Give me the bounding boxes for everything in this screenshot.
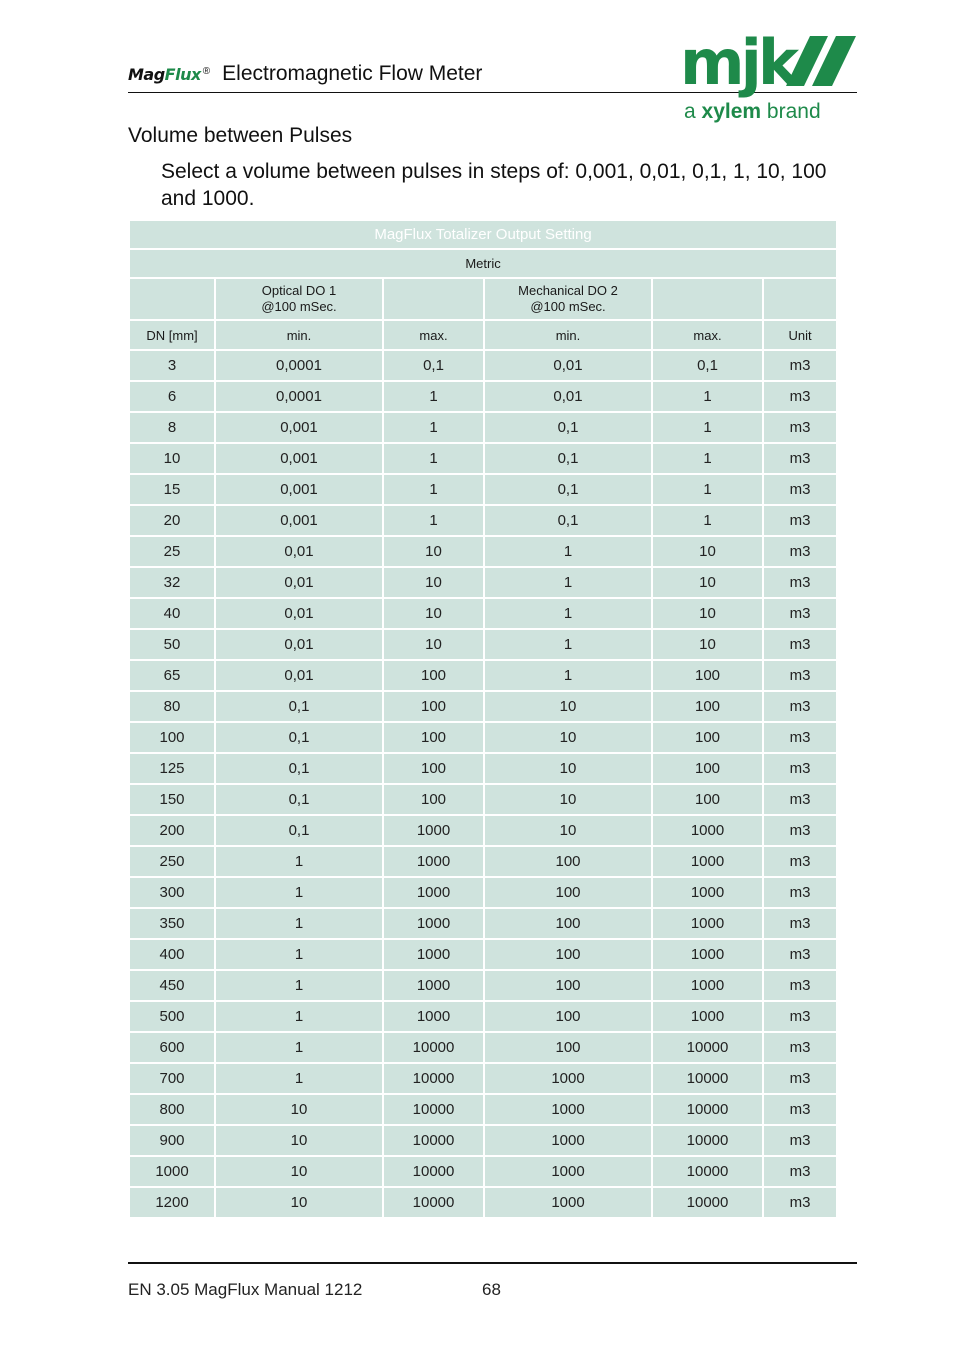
table-body bbox=[130, 351, 836, 1219]
column-header-optical-max: max. bbox=[384, 321, 485, 351]
cell-dn: 350 bbox=[130, 909, 216, 940]
group-empty-cell bbox=[653, 279, 764, 321]
table-subcaption: Metric bbox=[130, 250, 836, 279]
table-row bbox=[130, 1126, 836, 1157]
cell-mechanical-max: 10 bbox=[653, 568, 764, 599]
table-row bbox=[130, 382, 836, 413]
table-row bbox=[130, 599, 836, 630]
cell-optical-max: 10000 bbox=[384, 1126, 485, 1157]
cell-mechanical-max: 100 bbox=[653, 723, 764, 754]
cell-dn: 1000 bbox=[130, 1157, 216, 1188]
group-optical-line2: @100 mSec. bbox=[261, 299, 337, 314]
cell-unit: m3 bbox=[764, 1126, 836, 1157]
header-title: Electromagnetic Flow Meter bbox=[222, 62, 483, 85]
column-header-mechanical-max: max. bbox=[653, 321, 764, 351]
cell-unit: m3 bbox=[764, 1095, 836, 1126]
cell-mechanical-min: 100 bbox=[485, 940, 653, 971]
cell-optical-min: 10 bbox=[216, 1126, 384, 1157]
cell-unit: m3 bbox=[764, 661, 836, 692]
cell-dn: 80 bbox=[130, 692, 216, 723]
cell-optical-min: 0,0001 bbox=[216, 351, 384, 382]
cell-optical-max: 100 bbox=[384, 785, 485, 816]
cell-unit: m3 bbox=[764, 909, 836, 940]
table-row bbox=[130, 475, 836, 506]
cell-optical-min: 1 bbox=[216, 847, 384, 878]
cell-mechanical-max: 10 bbox=[653, 537, 764, 568]
cell-mechanical-max: 100 bbox=[653, 754, 764, 785]
cell-mechanical-max: 10 bbox=[653, 599, 764, 630]
tagline-a: a bbox=[684, 100, 696, 123]
cell-optical-max: 100 bbox=[384, 754, 485, 785]
cell-unit: m3 bbox=[764, 630, 836, 661]
cell-mechanical-max: 1000 bbox=[653, 940, 764, 971]
cell-dn: 125 bbox=[130, 754, 216, 785]
totalizer-output-table bbox=[130, 221, 836, 1219]
cell-mechanical-min: 1000 bbox=[485, 1064, 653, 1095]
table-row bbox=[130, 723, 836, 754]
table-row bbox=[130, 413, 836, 444]
table-row bbox=[130, 351, 836, 382]
cell-mechanical-min: 0,1 bbox=[485, 413, 653, 444]
cell-dn: 900 bbox=[130, 1126, 216, 1157]
cell-dn: 8 bbox=[130, 413, 216, 444]
column-header-mechanical-min: min. bbox=[485, 321, 653, 351]
cell-mechanical-max: 100 bbox=[653, 661, 764, 692]
cell-optical-max: 10000 bbox=[384, 1064, 485, 1095]
cell-optical-max: 10 bbox=[384, 568, 485, 599]
cell-mechanical-min: 1 bbox=[485, 599, 653, 630]
cell-optical-min: 1 bbox=[216, 940, 384, 971]
cell-optical-max: 10000 bbox=[384, 1095, 485, 1126]
footer-document-id: EN 3.05 MagFlux Manual 1212 bbox=[128, 1280, 363, 1299]
cell-unit: m3 bbox=[764, 971, 836, 1002]
cell-dn: 100 bbox=[130, 723, 216, 754]
table-row bbox=[130, 506, 836, 537]
cell-mechanical-max: 1 bbox=[653, 382, 764, 413]
cell-dn: 50 bbox=[130, 630, 216, 661]
cell-mechanical-max: 1 bbox=[653, 413, 764, 444]
cell-mechanical-min: 0,1 bbox=[485, 475, 653, 506]
cell-optical-max: 1 bbox=[384, 382, 485, 413]
cell-optical-min: 0,001 bbox=[216, 475, 384, 506]
cell-optical-max: 10000 bbox=[384, 1157, 485, 1188]
cell-unit: m3 bbox=[764, 1064, 836, 1095]
section-title: Volume between Pulses bbox=[128, 124, 353, 147]
cell-mechanical-min: 100 bbox=[485, 1033, 653, 1064]
cell-optical-max: 100 bbox=[384, 661, 485, 692]
cell-optical-min: 1 bbox=[216, 1033, 384, 1064]
cell-optical-min: 10 bbox=[216, 1157, 384, 1188]
table-row bbox=[130, 971, 836, 1002]
cell-mechanical-min: 0,01 bbox=[485, 351, 653, 382]
cell-optical-max: 1000 bbox=[384, 940, 485, 971]
cell-unit: m3 bbox=[764, 506, 836, 537]
cell-mechanical-min: 10 bbox=[485, 723, 653, 754]
table-row bbox=[130, 661, 836, 692]
cell-optical-min: 0,1 bbox=[216, 785, 384, 816]
cell-optical-max: 1000 bbox=[384, 1002, 485, 1033]
cell-optical-max: 1 bbox=[384, 506, 485, 537]
cell-mechanical-max: 1 bbox=[653, 506, 764, 537]
logo-wordmark: mjk bbox=[680, 30, 796, 99]
group-empty-cell bbox=[384, 279, 485, 321]
cell-optical-max: 100 bbox=[384, 692, 485, 723]
cell-mechanical-min: 10 bbox=[485, 692, 653, 723]
table-row bbox=[130, 1064, 836, 1095]
cell-dn: 150 bbox=[130, 785, 216, 816]
cell-mechanical-min: 100 bbox=[485, 847, 653, 878]
tagline-brand: brand bbox=[766, 100, 821, 123]
footer-page-number: 68 bbox=[482, 1280, 501, 1299]
cell-unit: m3 bbox=[764, 568, 836, 599]
cell-optical-min: 0,001 bbox=[216, 506, 384, 537]
cell-optical-min: 0,01 bbox=[216, 661, 384, 692]
cell-mechanical-max: 10000 bbox=[653, 1064, 764, 1095]
cell-optical-min: 0,001 bbox=[216, 413, 384, 444]
cell-optical-min: 1 bbox=[216, 971, 384, 1002]
cell-mechanical-max: 1000 bbox=[653, 1002, 764, 1033]
cell-mechanical-min: 1000 bbox=[485, 1126, 653, 1157]
cell-dn: 700 bbox=[130, 1064, 216, 1095]
table-row bbox=[130, 692, 836, 723]
table-row bbox=[130, 1188, 836, 1219]
footer-divider bbox=[128, 1262, 857, 1264]
cell-optical-min: 0,1 bbox=[216, 692, 384, 723]
cell-mechanical-min: 1 bbox=[485, 537, 653, 568]
cell-mechanical-min: 0,1 bbox=[485, 444, 653, 475]
table-row bbox=[130, 909, 836, 940]
cell-dn: 400 bbox=[130, 940, 216, 971]
group-mechanical bbox=[485, 279, 653, 321]
cell-mechanical-min: 1 bbox=[485, 630, 653, 661]
cell-optical-max: 1 bbox=[384, 475, 485, 506]
cell-mechanical-max: 100 bbox=[653, 785, 764, 816]
cell-unit: m3 bbox=[764, 1157, 836, 1188]
cell-mechanical-max: 1000 bbox=[653, 847, 764, 878]
cell-optical-min: 0,01 bbox=[216, 630, 384, 661]
table-row bbox=[130, 847, 836, 878]
cell-mechanical-max: 0,1 bbox=[653, 351, 764, 382]
cell-mechanical-max: 1000 bbox=[653, 909, 764, 940]
cell-mechanical-min: 0,01 bbox=[485, 382, 653, 413]
cell-unit: m3 bbox=[764, 599, 836, 630]
cell-optical-max: 10 bbox=[384, 537, 485, 568]
cell-unit: m3 bbox=[764, 847, 836, 878]
cell-unit: m3 bbox=[764, 413, 836, 444]
document-header bbox=[128, 62, 482, 86]
cell-mechanical-max: 10000 bbox=[653, 1188, 764, 1219]
cell-dn: 600 bbox=[130, 1033, 216, 1064]
cell-unit: m3 bbox=[764, 723, 836, 754]
logo-tagline bbox=[684, 100, 821, 124]
table-row bbox=[130, 1033, 836, 1064]
cell-optical-min: 0,01 bbox=[216, 537, 384, 568]
group-optical-line1: Optical DO 1 bbox=[261, 283, 337, 298]
cell-unit: m3 bbox=[764, 785, 836, 816]
section-body: Select a volume between pulses in steps of: 0,001, 0,01, 0,1, 1, 10, 100 and 1000. bbox=[161, 160, 827, 210]
cell-mechanical-max: 1000 bbox=[653, 878, 764, 909]
cell-dn: 6 bbox=[130, 382, 216, 413]
cell-optical-min: 1 bbox=[216, 909, 384, 940]
cell-optical-min: 0,01 bbox=[216, 568, 384, 599]
cell-optical-min: 1 bbox=[216, 878, 384, 909]
group-empty-cell bbox=[764, 279, 836, 321]
column-header-dn: DN [mm] bbox=[130, 321, 216, 351]
cell-mechanical-max: 100 bbox=[653, 692, 764, 723]
cell-optical-max: 1000 bbox=[384, 971, 485, 1002]
cell-mechanical-max: 10000 bbox=[653, 1095, 764, 1126]
tagline-xylem: xylem bbox=[701, 100, 762, 123]
table-row bbox=[130, 568, 836, 599]
table-row bbox=[130, 537, 836, 568]
cell-unit: m3 bbox=[764, 444, 836, 475]
brand-mag: Mag bbox=[128, 65, 165, 84]
cell-optical-max: 1000 bbox=[384, 909, 485, 940]
table-row bbox=[130, 785, 836, 816]
table-caption: MagFlux Totalizer Output Setting bbox=[130, 221, 836, 250]
cell-optical-min: 0,01 bbox=[216, 599, 384, 630]
cell-optical-min: 0,1 bbox=[216, 754, 384, 785]
cell-mechanical-max: 10000 bbox=[653, 1126, 764, 1157]
cell-mechanical-max: 1 bbox=[653, 475, 764, 506]
group-mechanical-line2: @100 mSec. bbox=[530, 299, 606, 314]
cell-optical-min: 1 bbox=[216, 1064, 384, 1095]
cell-unit: m3 bbox=[764, 692, 836, 723]
cell-optical-max: 1000 bbox=[384, 878, 485, 909]
cell-dn: 800 bbox=[130, 1095, 216, 1126]
group-empty-cell bbox=[130, 279, 216, 321]
cell-unit: m3 bbox=[764, 537, 836, 568]
cell-dn: 65 bbox=[130, 661, 216, 692]
registered-mark: ® bbox=[202, 66, 211, 77]
table-row bbox=[130, 1157, 836, 1188]
cell-unit: m3 bbox=[764, 878, 836, 909]
cell-mechanical-max: 1 bbox=[653, 444, 764, 475]
cell-dn: 250 bbox=[130, 847, 216, 878]
cell-mechanical-min: 10 bbox=[485, 785, 653, 816]
cell-mechanical-min: 100 bbox=[485, 878, 653, 909]
cell-mechanical-min: 1 bbox=[485, 568, 653, 599]
cell-dn: 20 bbox=[130, 506, 216, 537]
cell-unit: m3 bbox=[764, 1188, 836, 1219]
cell-optical-max: 10 bbox=[384, 599, 485, 630]
cell-dn: 450 bbox=[130, 971, 216, 1002]
cell-optical-max: 10000 bbox=[384, 1033, 485, 1064]
cell-unit: m3 bbox=[764, 1033, 836, 1064]
cell-unit: m3 bbox=[764, 351, 836, 382]
cell-mechanical-min: 10 bbox=[485, 816, 653, 847]
brand-flux: Flux bbox=[164, 65, 201, 84]
table-row bbox=[130, 754, 836, 785]
cell-mechanical-min: 1 bbox=[485, 661, 653, 692]
cell-dn: 500 bbox=[130, 1002, 216, 1033]
cell-mechanical-min: 1000 bbox=[485, 1188, 653, 1219]
cell-optical-max: 1 bbox=[384, 413, 485, 444]
cell-optical-max: 100 bbox=[384, 723, 485, 754]
cell-mechanical-max: 10000 bbox=[653, 1157, 764, 1188]
cell-optical-min: 1 bbox=[216, 1002, 384, 1033]
table-row bbox=[130, 630, 836, 661]
cell-dn: 32 bbox=[130, 568, 216, 599]
cell-optical-min: 0,1 bbox=[216, 816, 384, 847]
cell-optical-max: 10000 bbox=[384, 1188, 485, 1219]
group-mechanical-line1: Mechanical DO 2 bbox=[518, 283, 618, 298]
cell-optical-min: 10 bbox=[216, 1188, 384, 1219]
cell-dn: 40 bbox=[130, 599, 216, 630]
cell-unit: m3 bbox=[764, 382, 836, 413]
cell-optical-max: 1000 bbox=[384, 847, 485, 878]
cell-optical-min: 0,0001 bbox=[216, 382, 384, 413]
cell-dn: 15 bbox=[130, 475, 216, 506]
cell-mechanical-min: 100 bbox=[485, 909, 653, 940]
table-row bbox=[130, 878, 836, 909]
cell-mechanical-max: 10 bbox=[653, 630, 764, 661]
cell-mechanical-min: 1000 bbox=[485, 1157, 653, 1188]
cell-mechanical-min: 100 bbox=[485, 1002, 653, 1033]
table-row bbox=[130, 940, 836, 971]
cell-optical-min: 10 bbox=[216, 1095, 384, 1126]
cell-mechanical-min: 100 bbox=[485, 971, 653, 1002]
group-optical bbox=[216, 279, 384, 321]
table-row bbox=[130, 816, 836, 847]
cell-optical-max: 1 bbox=[384, 444, 485, 475]
table-row bbox=[130, 444, 836, 475]
cell-optical-min: 0,1 bbox=[216, 723, 384, 754]
cell-unit: m3 bbox=[764, 940, 836, 971]
cell-unit: m3 bbox=[764, 816, 836, 847]
cell-optical-max: 0,1 bbox=[384, 351, 485, 382]
cell-mechanical-max: 10000 bbox=[653, 1033, 764, 1064]
cell-unit: m3 bbox=[764, 475, 836, 506]
column-header-unit: Unit bbox=[764, 321, 836, 351]
cell-optical-max: 10 bbox=[384, 630, 485, 661]
cell-mechanical-min: 1000 bbox=[485, 1095, 653, 1126]
cell-dn: 200 bbox=[130, 816, 216, 847]
cell-mechanical-max: 1000 bbox=[653, 816, 764, 847]
table-row bbox=[130, 1002, 836, 1033]
cell-mechanical-min: 10 bbox=[485, 754, 653, 785]
cell-mechanical-max: 1000 bbox=[653, 971, 764, 1002]
cell-unit: m3 bbox=[764, 1002, 836, 1033]
cell-unit: m3 bbox=[764, 754, 836, 785]
cell-dn: 3 bbox=[130, 351, 216, 382]
cell-dn: 25 bbox=[130, 537, 216, 568]
cell-optical-max: 1000 bbox=[384, 816, 485, 847]
table-row bbox=[130, 1095, 836, 1126]
cell-dn: 300 bbox=[130, 878, 216, 909]
cell-dn: 1200 bbox=[130, 1188, 216, 1219]
cell-optical-min: 0,001 bbox=[216, 444, 384, 475]
column-header-optical-min: min. bbox=[216, 321, 384, 351]
cell-mechanical-min: 0,1 bbox=[485, 506, 653, 537]
cell-dn: 10 bbox=[130, 444, 216, 475]
